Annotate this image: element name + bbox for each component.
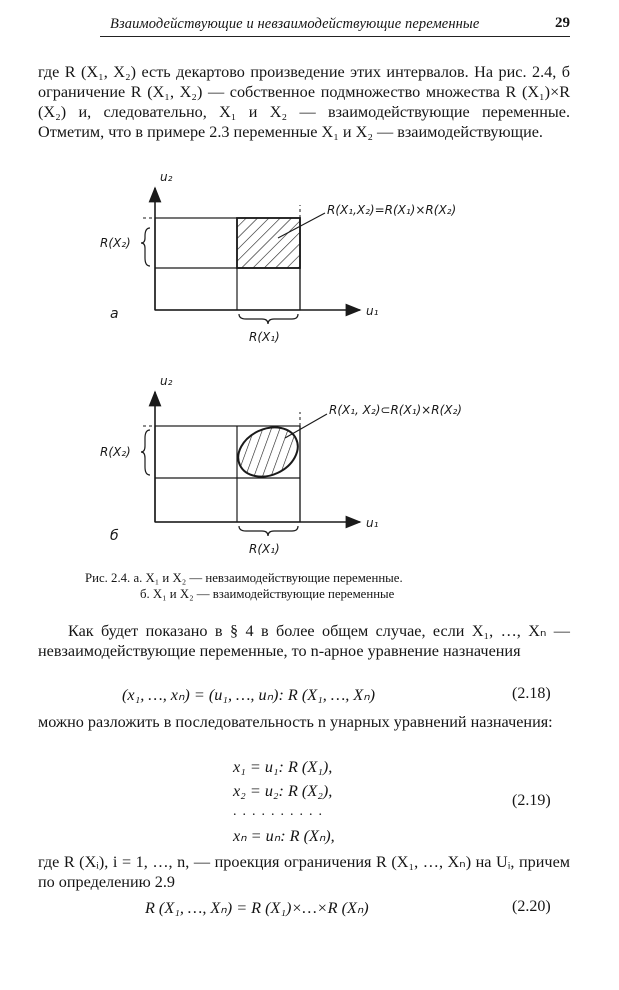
paragraph-general-case: Как будет показано в § 4 в более общем случае, если X₁, …, Xₙ — невзаимодействующие переменные, то n-арное уравнение назначения (38, 622, 570, 660)
figure-a-letter: а (110, 306, 119, 322)
annotation-label: R(X₁, X₂)⊂R(X₁)×R(X₂) (329, 403, 462, 417)
paragraph-projection: где R (Xᵢ), i = 1, …, n, — проекция ограничения R (X₁, …, Xₙ) на Uᵢ, причем по определению 2.9 (38, 853, 570, 891)
equation-2-18: (x₁, …, xₙ) = (u₁, …, uₙ): R (X₁, …, Xₙ) (122, 686, 376, 704)
brace-x-label: R(X₁) (249, 330, 280, 344)
equation-2-19-dots: .......... (233, 804, 328, 819)
axis-x-label: u₁ (366, 304, 379, 318)
page-number: 29 (555, 15, 570, 31)
header-title: Взаимодействующие и невзаимодействующие переменные (110, 16, 480, 32)
paragraph-decompose: можно разложить в последовательность n унарных уравнений назначения: (38, 713, 553, 731)
figure-b (100, 374, 462, 556)
hatched-ellipse (230, 418, 306, 486)
brace-x (239, 526, 298, 536)
brace-y (141, 228, 150, 266)
brace-x (239, 314, 298, 324)
equation-number-2-18: (2.18) (512, 685, 551, 702)
equation-number-2-20: (2.20) (512, 898, 551, 915)
brace-y-label: R(X₂) (100, 445, 131, 459)
hatched-rectangle (237, 218, 300, 268)
figure-a (100, 170, 456, 344)
figure-caption-line-2: б. X₁ и X₂ — взаимодействующие переменные (140, 587, 395, 601)
annotation-label: R(X₁,X₂)=R(X₁)×R(X₂) (327, 203, 457, 217)
brace-x-label: R(X₁) (249, 542, 280, 556)
brace-y-label: R(X₂) (100, 236, 131, 250)
equation-2-19-line-1: x₁ = u₁: R (X₁), (233, 758, 333, 776)
axis-x-label: u₁ (366, 516, 379, 530)
figure-caption-line-1: Рис. 2.4. а. X₁ и X₂ — невзаимодействующие переменные. (85, 571, 403, 585)
axis-y-label: u₂ (160, 374, 173, 388)
brace-y (141, 430, 150, 475)
paragraph-intro: где R (X₁, X₂) есть декартово произведение этих интервалов. На рис. 2.4, б ограничение R (X₁, X₂) — собственное подмножество множества R (X₁)×R (X₂) и, следовательно, X₁ и X₂ — взаимодействующие переменные. Отметим, что в примере 2.3 переменные X₁ и X₂ — взаимодействующие. (38, 63, 570, 141)
axis-y-label: u₂ (160, 170, 173, 184)
figure-b-letter: б (110, 528, 119, 544)
equation-number-2-19: (2.19) (512, 792, 551, 809)
equation-2-20: R (X₁, …, Xₙ) = R (X₁)×…×R (Xₙ) (145, 899, 369, 917)
equation-2-19-line-3: xₙ = uₙ: R (Xₙ), (233, 827, 335, 845)
equation-2-19-line-2: x₂ = u₂: R (X₂), (233, 782, 333, 800)
